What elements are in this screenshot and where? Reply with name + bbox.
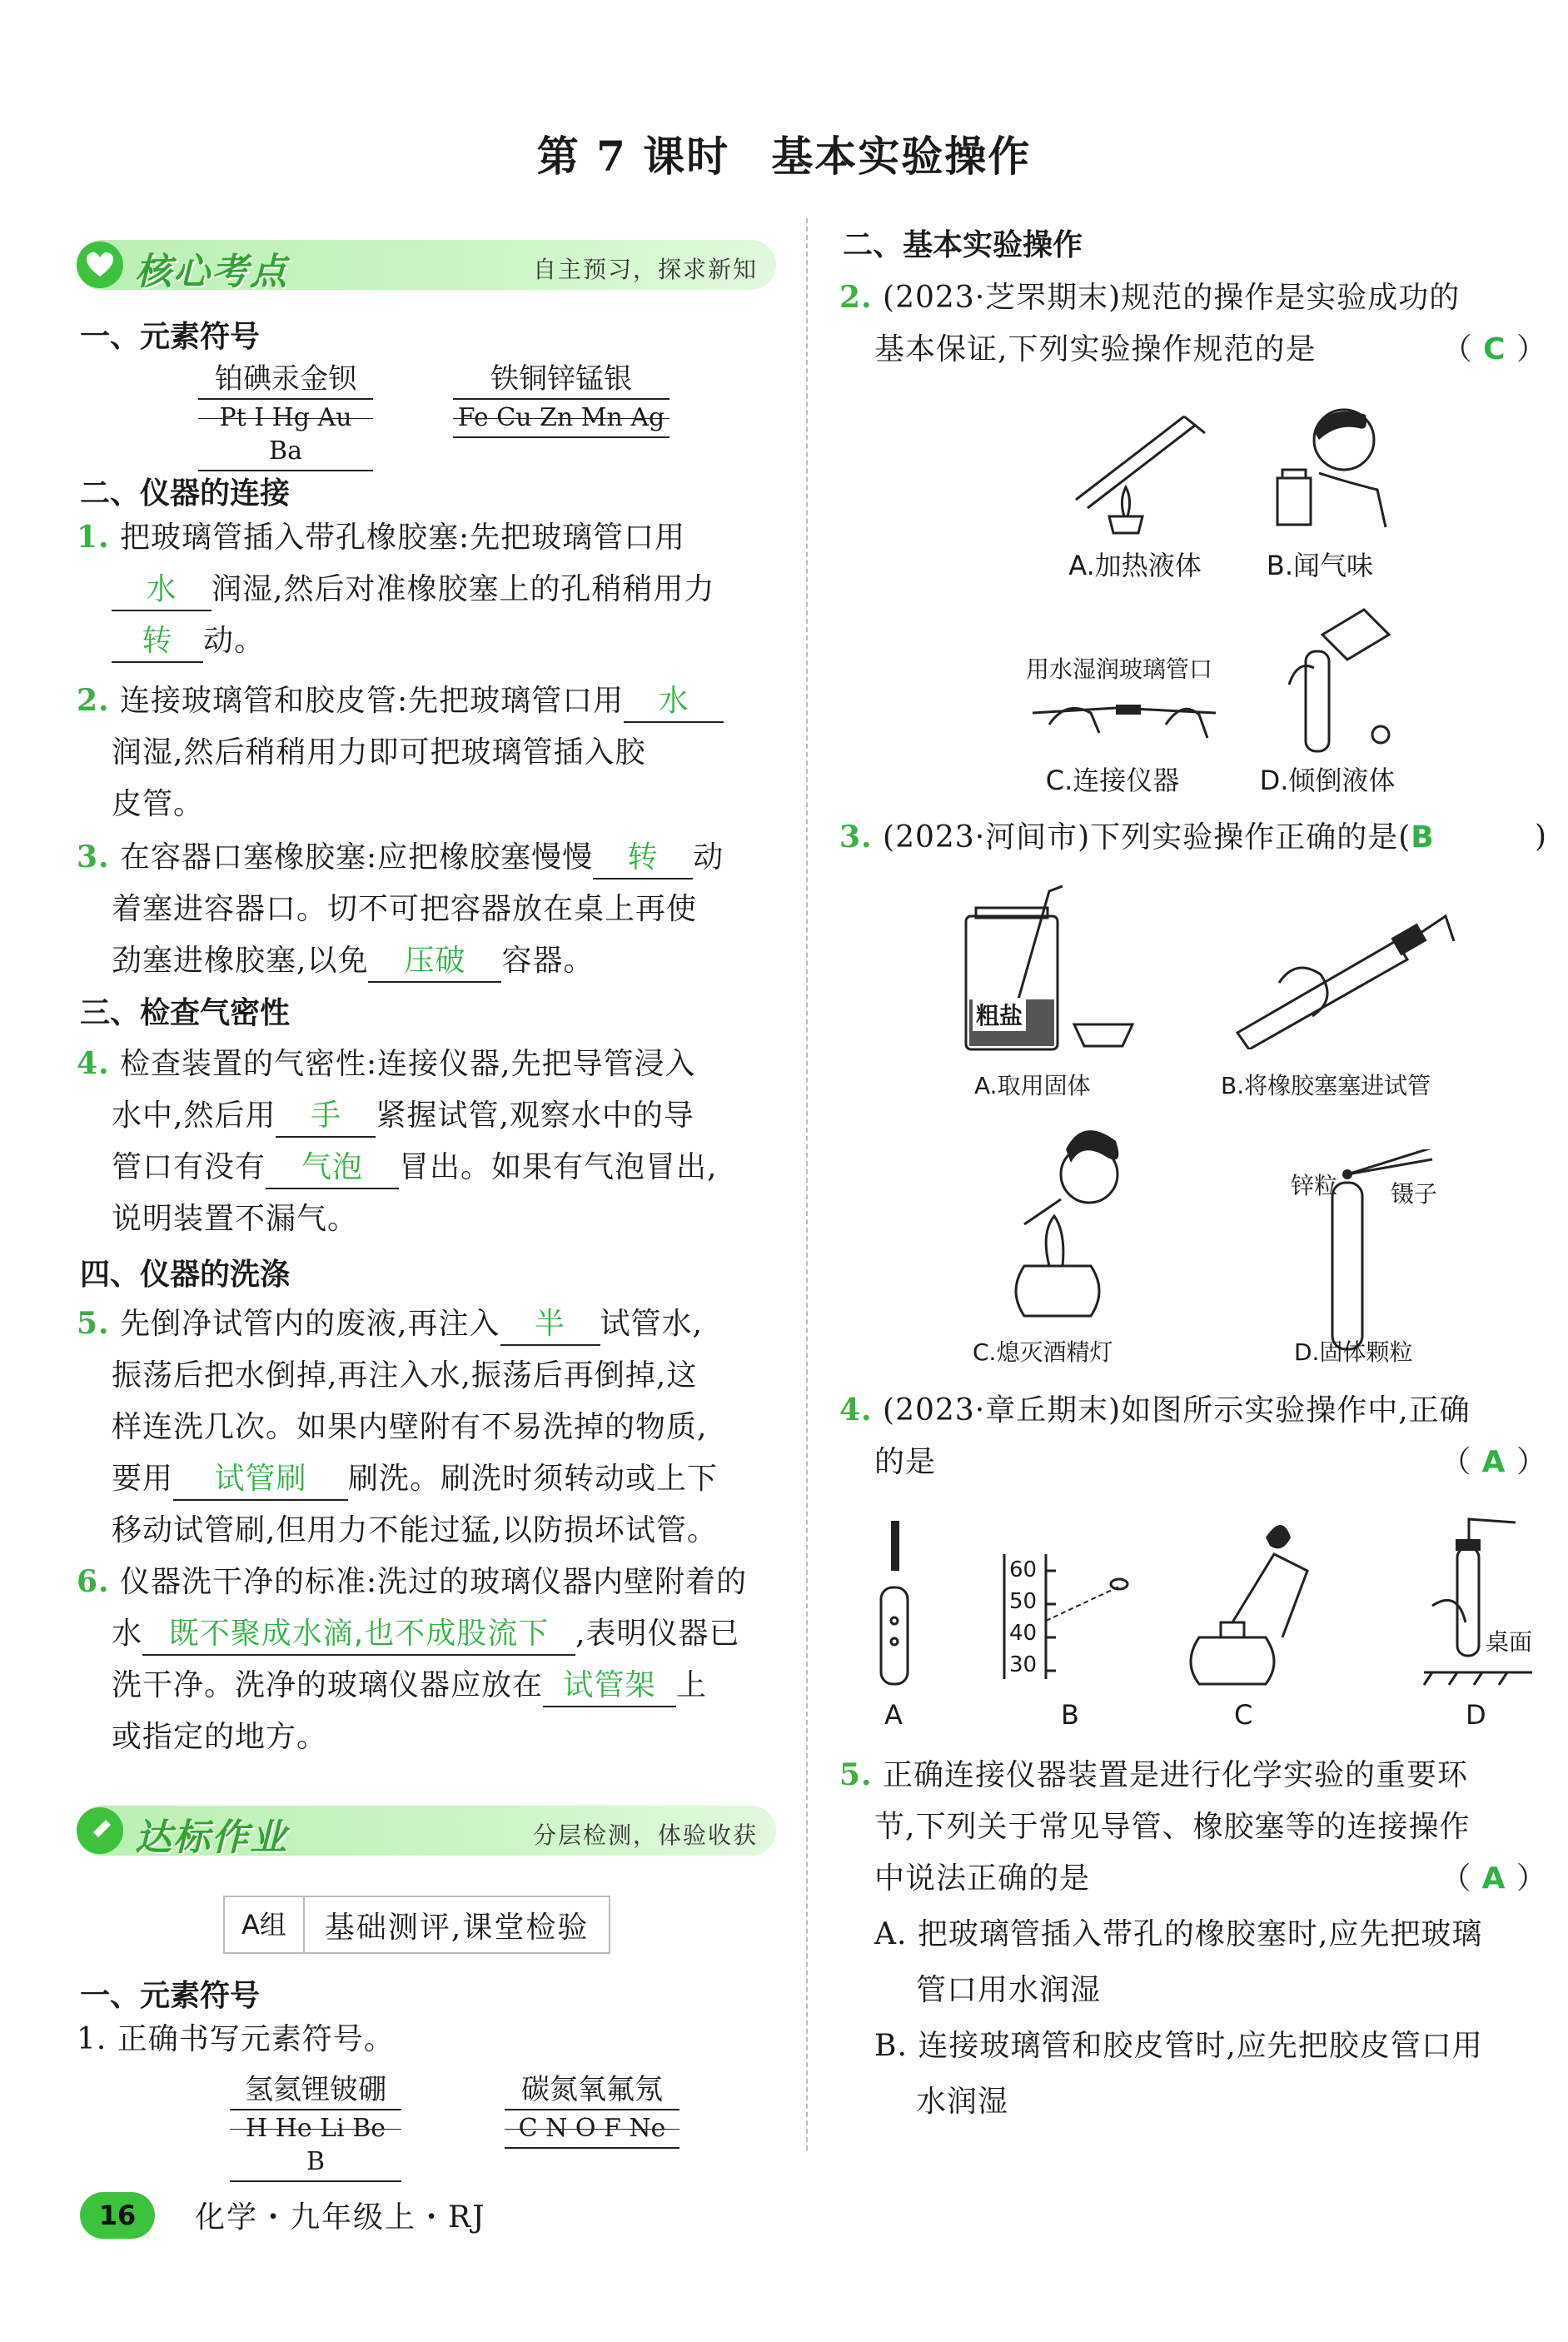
question-text: 要用: [112, 1462, 174, 1496]
answer-blank: 水: [624, 681, 724, 723]
core-banner-subtitle: 自主预习，探求新知: [532, 256, 758, 283]
group-box: [223, 1896, 610, 1954]
answer-choice: A: [1481, 1445, 1506, 1479]
pouring-liquid-figure: [1272, 601, 1406, 760]
option-text: 水润湿: [916, 2085, 1009, 2119]
lamp-lighting-figure: [1182, 1521, 1332, 1687]
question-text: 皮管。: [112, 787, 205, 821]
figure-caption: D.倾倒液体: [1259, 765, 1396, 796]
question-text: (2023·章丘期末)如图所示实验操作中,正确: [883, 1393, 1471, 1428]
lesson-number: 第 7 课时: [536, 132, 730, 181]
question-number: 4.: [839, 1393, 873, 1428]
question-number: 4.: [77, 1046, 110, 1081]
question-text: 说明装置不漏气。: [112, 1202, 359, 1236]
zinc-label: 锌粒: [1291, 1172, 1338, 1199]
question-text: 水: [112, 1617, 143, 1651]
figure-caption: D.固体颗粒: [1294, 1338, 1413, 1366]
dropper-figure: [869, 1521, 919, 1687]
tick-label: 50: [1009, 1589, 1038, 1614]
paren-close: ): [1534, 820, 1547, 854]
core-banner: [77, 240, 776, 293]
question-text: 紧握试管,观察水中的导: [376, 1099, 694, 1133]
question-r4: [839, 1384, 1547, 1488]
clamp-test-tube-figure: [1407, 1514, 1541, 1689]
question-text: 振荡后把水倒掉,再注入水,振荡后再倒掉,这: [112, 1358, 698, 1393]
question-text: 基本保证,下列实验操作规范的是: [874, 332, 1317, 366]
tick-label: 30: [1009, 1652, 1038, 1677]
section-heading: 二、基本实验操作: [843, 228, 1083, 262]
taking-solid-figure: [958, 883, 1141, 1058]
figure-caption: C.连接仪器: [1045, 765, 1180, 796]
question-text: 中说法正确的是: [874, 1861, 1091, 1896]
question-5: [77, 1298, 784, 1557]
question-text: ,表明仪器已: [575, 1617, 740, 1651]
answer-paren: （ A ）: [1441, 1861, 1547, 1896]
question-text: 劲塞进橡胶塞,以免: [112, 944, 369, 978]
answer-blank: 水: [112, 570, 212, 611]
element-block: [198, 360, 373, 471]
question-2: [77, 675, 784, 830]
element-block: [453, 360, 670, 438]
question-text: 动: [693, 840, 724, 875]
answer-blank: 压破: [368, 941, 501, 983]
element-block: [230, 2070, 401, 2182]
column-divider: [806, 218, 808, 2150]
question-text: 先倒净试管内的废液,再注入: [120, 1307, 500, 1341]
question-number: 3.: [77, 840, 110, 875]
question-text: 管口有没有: [112, 1150, 266, 1184]
answer-blank: 气泡: [266, 1148, 399, 1189]
question-number: 6.: [77, 1564, 110, 1599]
answer-blank: 试管刷: [173, 1459, 348, 1501]
smelling-figure: [1261, 398, 1394, 531]
figure-caption: C.熄灭酒精灯: [973, 1338, 1113, 1366]
rubber-stopper-figure: [1229, 908, 1462, 1049]
question-6: [77, 1556, 784, 1763]
heart-icon: [77, 242, 123, 288]
heating-liquid-figure: [1059, 400, 1209, 541]
question-text: 润湿,然后对准橡胶塞上的孔稍稍用力: [212, 572, 715, 606]
question-r2: [839, 272, 1547, 376]
question-text: 润湿,然后稍稍用力即可把玻璃管插入胶: [112, 735, 646, 770]
option-letter: B: [1061, 1699, 1079, 1731]
element-block: [505, 2070, 679, 2149]
answer-blank: 转: [112, 621, 203, 663]
group-label: A组: [225, 1897, 305, 1952]
question-text: 容器。: [501, 944, 595, 978]
homework-banner-title: 达标作业: [135, 1816, 288, 1859]
figure-note: 用水湿润玻璃管口: [1026, 655, 1213, 683]
question-text: 的是: [874, 1445, 937, 1479]
element-names: 铁铜锌锰银: [490, 362, 632, 396]
section-heading: 三、检查气密性: [80, 996, 291, 1030]
question-text: (2023·芝罘期末)规范的操作是实验成功的: [883, 281, 1461, 315]
page-number: 16: [80, 2192, 155, 2239]
option-text: 管口用水润湿: [916, 1973, 1102, 2007]
question-r3: [839, 811, 1547, 864]
option-letter: C: [1234, 1699, 1253, 1731]
answer-paren: （ C ）: [1441, 332, 1547, 366]
question-number: 2.: [839, 280, 873, 315]
answer-paren: （ A ）: [1441, 1445, 1547, 1479]
connecting-figure: [1024, 675, 1224, 750]
desk-label: 桌面: [1486, 1628, 1533, 1656]
option-letter: A: [884, 1699, 903, 1731]
element-symbols: C N O F Ne: [505, 2109, 679, 2149]
question-number: 5.: [77, 1306, 110, 1341]
section-heading: 一、元素符号: [80, 320, 261, 354]
question-r5: [839, 1749, 1547, 2128]
question-number: 2.: [77, 683, 110, 718]
tweezers-label: 镊子: [1391, 1180, 1438, 1208]
answer-blank: 既不聚成水滴,也不成股流下: [142, 1614, 575, 1656]
answer-blank: 半: [500, 1304, 600, 1346]
answer-choice: C: [1483, 332, 1506, 366]
tick-label: 40: [1009, 1621, 1038, 1646]
question-text: 或指定的地方。: [112, 1720, 328, 1754]
answer-blank: 试管架: [543, 1666, 676, 1707]
element-symbols: Fe Cu Zn Mn Ag: [453, 398, 670, 438]
figure-caption: A.加热液体: [1068, 550, 1202, 581]
question-text: (2023·河间市)下列实验操作正确的是(: [883, 820, 1411, 855]
core-banner-title: 核心考点: [135, 251, 288, 293]
question-text: 在容器口塞橡胶塞:应把橡胶塞慢慢: [120, 840, 594, 875]
element-names: 铂碘汞金钡: [215, 362, 356, 396]
section-heading: 二、仪器的连接: [80, 476, 291, 511]
element-names: 碳氮氧氟氖: [521, 2073, 663, 2106]
pencil-icon: [77, 1807, 123, 1854]
answer-blank: 手: [276, 1096, 376, 1138]
option-text: B. 连接玻璃管和胶皮管时,应先把胶皮管口用: [874, 2029, 1483, 2063]
question-text: 刷洗。刷洗时须转动或上下: [348, 1462, 719, 1496]
homework-banner-subtitle: 分层检测，体验收获: [532, 1821, 758, 1849]
figure-caption: A.取用固体: [974, 1072, 1091, 1099]
footer-text: 化学・九年级上・RJ: [195, 2200, 486, 2235]
question-number: 1.: [77, 520, 110, 555]
question-text: 连接玻璃管和胶皮管:先把玻璃管口用: [120, 684, 625, 718]
question-text: 洗干净。洗净的玻璃仪器应放在: [112, 1668, 544, 1702]
answer-choice: A: [1481, 1861, 1506, 1896]
question-text: 水中,然后用: [112, 1099, 276, 1133]
figure-caption: B.将橡胶塞塞进试管: [1221, 1072, 1431, 1099]
question-text: 正确连接仪器装置是进行化学实验的重要环: [883, 1758, 1469, 1792]
salt-label: 粗盐: [973, 998, 1026, 1031]
question-number: 3.: [839, 820, 873, 855]
question-text: 动。: [203, 624, 266, 658]
question-text: 上: [676, 1668, 708, 1702]
extinguish-lamp-figure: [991, 1124, 1141, 1333]
element-symbols: Pt I Hg Au Ba: [198, 398, 373, 471]
option-letter: D: [1466, 1699, 1486, 1731]
question-text: 样连洗几次。如果内壁附有不易洗掉的物质,: [112, 1410, 708, 1444]
element-symbols: H He Li Be B: [230, 2109, 401, 2182]
question-1: [77, 511, 784, 667]
question-text: 试管水,: [600, 1307, 703, 1341]
question-3: [77, 831, 784, 987]
tick-label: 60: [1009, 1557, 1038, 1582]
question-text: 1. 正确书写元素符号。: [77, 2022, 395, 2056]
question-text: 节,下列关于常见导管、橡胶塞等的连接操作: [874, 1810, 1471, 1844]
question-number: 5.: [839, 1757, 873, 1792]
question-text: 检查装置的气密性:连接仪器,先把导管浸入: [120, 1047, 696, 1081]
answer-blank: 转: [593, 838, 693, 879]
element-names: 氢氦锂铍硼: [245, 2073, 386, 2106]
group-text: 基础测评,课堂检验: [324, 1910, 590, 1945]
lesson-name: 基本实验操作: [771, 132, 1032, 181]
question-text: 把玻璃管插入带孔橡胶塞:先把玻璃管口用: [120, 521, 686, 555]
homework-banner: [77, 1806, 776, 1859]
question-4: [77, 1038, 784, 1245]
section-heading: 一、元素符号: [80, 1979, 261, 2013]
question-text: 冒出。如果有气泡冒出,: [399, 1150, 718, 1184]
page-title: [0, 123, 1568, 183]
answer-choice: B: [1411, 820, 1435, 855]
cylinder-ticks: [1009, 1554, 1037, 1681]
option-text: A. 把玻璃管插入带孔的橡胶塞时,应先把玻璃: [874, 1917, 1483, 1951]
figure-caption: B.闻气味: [1266, 550, 1374, 581]
question-text: 移动试管刷,但用力不能过猛,以防损坏试管。: [112, 1513, 718, 1547]
question-text: 仪器洗干净的标准:洗过的玻璃仪器内壁附着的: [120, 1565, 748, 1599]
question-text: 着塞进容器口。切不可把容器放在桌上再使: [112, 892, 698, 926]
section-heading: 四、仪器的洗涤: [80, 1258, 291, 1292]
